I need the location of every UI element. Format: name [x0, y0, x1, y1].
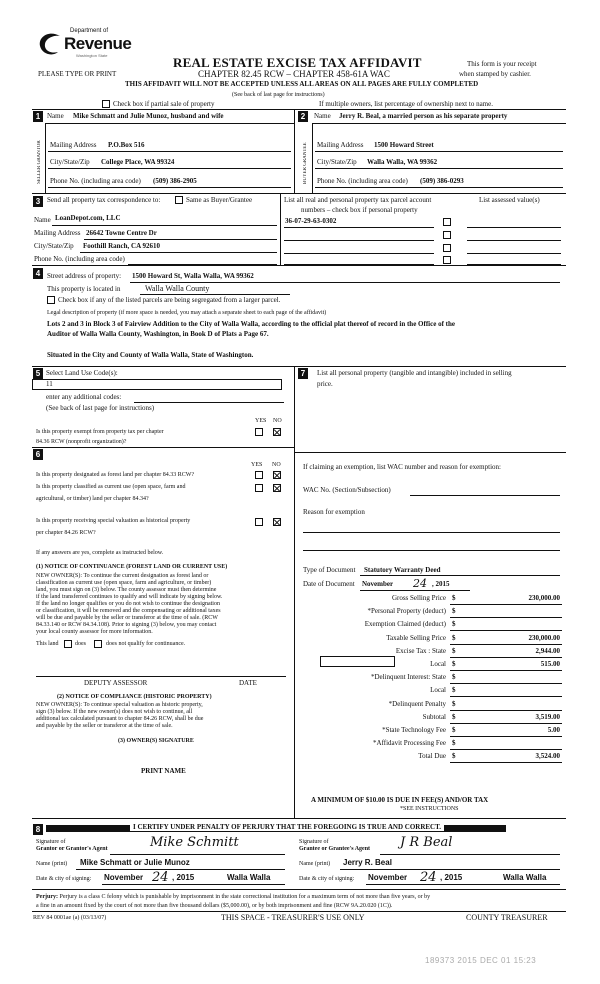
same-as-buyer-label: Same as Buyer/Grantee	[186, 196, 253, 204]
tax-address-label: Mailing Address	[34, 229, 81, 237]
document-date-month[interactable]: November	[362, 580, 394, 588]
calc-row-currency: $	[452, 752, 456, 760]
calc-row-currency: $	[452, 647, 456, 655]
personal-property-label-2: price.	[317, 380, 333, 388]
calc-row-underline	[450, 762, 562, 763]
calc-row-underline	[450, 710, 562, 711]
exemption-label: If claiming an exemption, list WAC number and reason for exemption:	[303, 463, 501, 471]
document-date-label: Date of Document	[303, 580, 355, 588]
buyer-phone-label: Phone No. (including area code)	[317, 177, 408, 185]
partial-sale-checkbox[interactable]	[102, 100, 110, 108]
parcel-3-personal-checkbox[interactable]	[443, 244, 451, 252]
street-address-value[interactable]: 1500 Howard St, Walla Walla, WA 99362	[132, 272, 254, 280]
deputy-date-label: DATE	[239, 679, 257, 687]
tax-correspondence-label: Send all property tax correspondence to:	[47, 196, 161, 204]
parcel-number-1[interactable]: 36-07-29-63-0302	[285, 217, 337, 225]
document-type-value[interactable]: Statutory Warranty Deed	[364, 566, 441, 574]
calc-row-value[interactable]: 3,519.00	[535, 713, 560, 721]
section6-no-header: NO	[272, 462, 281, 468]
buyer-name-value[interactable]: Jerry R. Beal, a married person as his separate property	[339, 112, 508, 120]
parcel-1-personal-checkbox[interactable]	[443, 218, 451, 226]
owner-signature-label: (3) OWNER(S) SIGNATURE	[118, 738, 194, 744]
historic-yes-checkbox[interactable]	[255, 518, 263, 526]
land-use-code-input[interactable]	[32, 379, 282, 390]
notice-continuance-line7: will be due and payable by the seller or transferor at the time of sale. (RCW	[36, 615, 218, 621]
calc-row-currency: $	[452, 607, 456, 615]
grantor-sign-day[interactable]: 24	[152, 870, 169, 885]
tax-city-value[interactable]: Foothill Ranch, CA 92610	[83, 242, 161, 250]
exempt-yes-checkbox[interactable]	[255, 428, 263, 436]
seller-address-label: Mailing Address	[50, 141, 97, 149]
section6-yes-header: YES	[251, 462, 263, 468]
buyer-side-label: BUYER GRANTEE	[303, 142, 308, 184]
segregated-label: Check box if any of the listed parcels are being segregated from a larger parcel.	[58, 296, 281, 304]
forest-yes-checkbox[interactable]	[255, 471, 263, 479]
logo-swoosh-icon	[36, 30, 66, 60]
parcel-list-header-1: List all real and personal property tax parcel account	[284, 196, 432, 204]
tax-phone-label: Phone No. (including area code)	[34, 255, 125, 263]
calc-row-underline	[450, 696, 562, 697]
section-1-marker: 1	[33, 111, 43, 122]
notice-compliance-line1: NEW OWNER(S): To continue special valuation as historic property,	[36, 702, 203, 708]
seller-name-value[interactable]: Mike Schmatt and Julie Munoz, husband and wife	[73, 112, 224, 120]
notice-continuance-line5: If the land no longer qualifies or you do not wish to continue the designation	[36, 601, 220, 607]
parcel-2-personal-checkbox[interactable]	[443, 231, 451, 239]
multiple-owners-note: If multiple owners, list percentage of ownership next to name.	[319, 100, 493, 108]
county-value[interactable]: Walla Walla County	[145, 284, 210, 293]
certify-statement: I CERTIFY UNDER PENALTY OF PERJURY THAT THE FOREGOING IS TRUE AND CORRECT.	[130, 824, 444, 831]
logo-department-text: Department of	[70, 28, 109, 34]
section5-yes-header: YES	[255, 418, 267, 424]
receipt-note-line1: This form is your receipt	[467, 60, 537, 68]
additional-codes-label: enter any additional codes:	[46, 393, 122, 401]
land-does-checkbox[interactable]	[64, 640, 72, 648]
grantee-date-city-label: Date & city of signing:	[299, 876, 355, 882]
calc-row-underline	[450, 630, 562, 631]
calc-row-currency: $	[452, 686, 456, 694]
legal-description-label: Legal description of property (if more space is needed, you may attach a separate sheet to each page of the affidavit)	[47, 310, 327, 316]
seller-city-value[interactable]: College Place, WA 99324	[101, 158, 175, 166]
partial-sale-label: Check box if partial sale of property	[113, 100, 215, 108]
seller-phone-label: Phone No. (including area code)	[50, 177, 141, 185]
parcel-4-personal-checkbox[interactable]	[443, 256, 451, 264]
print-name-label: PRINT NAME	[141, 767, 186, 775]
calc-row-underline	[450, 683, 562, 684]
calc-row-label: *State Technology Fee	[382, 726, 446, 734]
buyer-address-label: Mailing Address	[317, 141, 364, 149]
section-8-marker: 8	[33, 824, 43, 835]
instructions-note: (See back of last page for instructions)	[232, 92, 325, 98]
document-date-year[interactable]: , 2015	[432, 580, 450, 588]
notice-continuance-title: (1) NOTICE OF CONTINUANCE (FOREST LAND OR CURRENT USE)	[36, 564, 228, 570]
section-4-marker: 4	[33, 268, 43, 279]
assessed-value-header: List assessed value(s)	[479, 196, 540, 204]
perjury-line2: a fine in an amount fixed by the court of not more than five thousand dollars ($5,000.00), or by both imprisonment and fine (RCW 9A.20.020 (1C)).	[36, 903, 393, 909]
calc-row-label: Excise Tax : State	[395, 647, 446, 655]
calc-row-value[interactable]: 515.00	[540, 660, 560, 668]
segregated-checkbox[interactable]	[47, 296, 55, 304]
section-2-marker: 2	[298, 111, 308, 122]
logo-state-text: Washington State	[76, 53, 108, 58]
notice-continuance-line2: classification as current use (open space, farm and agriculture, or timber)	[36, 580, 212, 586]
receipt-note-line2: when stamped by cashier.	[459, 70, 531, 78]
tax-city-label: City/State/Zip	[34, 242, 74, 250]
form-title: REAL ESTATE EXCISE TAX AFFIDAVIT	[173, 55, 422, 70]
grantor-signature-label-2: Grantor or Grantor's Agent	[36, 846, 108, 852]
calc-row-currency: $	[452, 620, 456, 628]
land-does-label: does	[75, 641, 86, 647]
calc-row-underline	[450, 617, 562, 618]
this-land-label: This land	[36, 641, 59, 647]
personal-property-label-1: List all personal property (tangible and intangible) included in selling	[317, 369, 512, 377]
land-use-label: Select Land Use Code(s):	[46, 369, 118, 377]
grantee-sign-month[interactable]: November	[368, 873, 408, 882]
calc-row-currency: $	[452, 660, 456, 668]
street-address-label: Street address of property:	[47, 272, 122, 280]
calc-row-label: *Delinquent Interest: State	[370, 673, 446, 681]
historic-question-line2: per chapter 84.26 RCW?	[36, 530, 96, 536]
buyer-phone-value[interactable]: (509) 386-0293	[420, 177, 464, 185]
notice-continuance-line8: 84.33.140 or RCW 84.34.108). Prior to signing (3) below, you may contact	[36, 622, 217, 628]
calc-row-value[interactable]: 3,524.00	[535, 752, 560, 760]
exempt-question-line2: 84.36 RCW (nonprofit organization)?	[36, 439, 127, 445]
land-does-not-checkbox[interactable]	[94, 640, 102, 648]
seller-city-label: City/State/Zip	[50, 158, 90, 166]
land-does-not-label: does not qualify for continuance.	[106, 641, 186, 647]
calc-row-currency: $	[452, 726, 456, 734]
section-6-marker: 6	[33, 449, 43, 460]
calc-row-label: Subtotal	[422, 713, 446, 721]
grantee-sign-year[interactable]: , 2015	[440, 873, 463, 882]
calc-row-currency: $	[452, 634, 456, 642]
exempt-no-checkbox[interactable]	[273, 428, 281, 436]
notice-continuance-line1: NEW OWNER(S): To continue the current designation as forest land or	[36, 573, 209, 579]
historic-no-checkbox[interactable]	[273, 518, 281, 526]
buyer-name-label: Name	[314, 112, 331, 120]
calc-row-label: *Affidavit Processing Fee	[373, 739, 446, 747]
forest-land-question: Is this property designated as forest land per chapter 84.33 RCW?	[36, 472, 195, 478]
buyer-address-value[interactable]: 1500 Howard Street	[374, 141, 434, 149]
grantor-date-city-label: Date & city of signing:	[36, 876, 92, 882]
perjury-text-1: Perjury is a class C felony which is punishable by imprisonment in the state correctional institution for a maximum term of not more than five years, or by	[59, 894, 431, 900]
grantee-signature[interactable]: J R Beal	[400, 835, 453, 850]
parcel-list-header-2: numbers – check box if personal property	[301, 206, 418, 214]
current-use-yes-checkbox[interactable]	[255, 484, 263, 492]
calc-row-label: Exemption Claimed (deduct)	[364, 620, 446, 628]
perjury-line1	[36, 894, 430, 900]
calc-row-underline	[450, 670, 562, 671]
buyer-city-value[interactable]: Walla Walla, WA 99362	[367, 158, 438, 166]
calc-row-label: *Delinquent Penalty	[388, 700, 446, 708]
grantor-name-print-label: Name (print)	[36, 861, 68, 867]
notice-compliance-line4: and payable by the seller or transferor at the time of sale.	[36, 723, 173, 729]
grantee-name-print-label: Name (print)	[299, 861, 331, 867]
grantor-name-print-value[interactable]: Mike Schmatt or Julie Munoz	[80, 858, 190, 867]
wac-label: WAC No. (Section/Subsection)	[303, 486, 391, 494]
seller-side-label: SELLER GRANTOR	[37, 140, 42, 184]
calc-row-underline	[450, 723, 562, 724]
land-use-instructions: (See back of last page for instructions)	[46, 404, 155, 412]
located-in-label: This property is located in	[47, 285, 121, 293]
local-rate-box[interactable]	[320, 656, 395, 667]
seller-phone-value[interactable]: (509) 386-2905	[153, 177, 197, 185]
legal-description-line3[interactable]: Situated in the City and County of Walla Walla, State of Washington.	[47, 351, 254, 359]
tax-address-value[interactable]: 26642 Towne Centre Dr	[86, 229, 157, 237]
notice-continuance-line9: your local county assessor for more information.	[36, 629, 153, 635]
form-id: REV 84 0001ae (a) (03/13/07)	[33, 915, 107, 921]
calc-row-underline	[450, 749, 562, 750]
seller-name-label: Name	[47, 112, 64, 120]
calc-row-value[interactable]: 230,000.00	[528, 634, 560, 642]
section5-no-header: NO	[273, 418, 282, 424]
calc-row-currency: $	[452, 673, 456, 681]
tax-name-value[interactable]: LoanDepot.com, LLC	[55, 214, 121, 222]
buyer-city-label: City/State/Zip	[317, 158, 357, 166]
calc-row-currency: $	[452, 739, 456, 747]
deputy-assessor-label: DEPUTY ASSESSOR	[84, 679, 148, 687]
same-as-buyer-checkbox[interactable]	[175, 196, 183, 204]
seller-address-value[interactable]: P.O.Box 516	[108, 141, 145, 149]
current-use-no-checkbox[interactable]	[273, 484, 281, 492]
calc-row-label: Taxable Selling Price	[386, 634, 446, 642]
grantee-sign-day[interactable]: 24	[420, 870, 437, 885]
calc-row-currency: $	[452, 594, 456, 602]
grantee-name-print-value[interactable]: Jerry R. Beal	[343, 858, 392, 867]
current-use-question-line1: Is this property classified as current use (open space, farm and	[36, 484, 186, 490]
grantor-signature[interactable]: Mike Schmitt	[150, 835, 239, 850]
grantee-signature-label-2: Grantee or Grantee's Agent	[299, 846, 371, 852]
forest-no-checkbox[interactable]	[273, 471, 281, 479]
recording-stamp: 189373 2015 DEC 01 15:23	[425, 956, 537, 965]
grantor-sign-city[interactable]: Walla Walla	[227, 873, 271, 882]
section-3-marker: 3	[33, 196, 43, 207]
exemption-reason-label: Reason for exemption	[303, 508, 365, 516]
section-5-marker: 5	[33, 368, 43, 379]
grantee-signature-label-1: Signature of	[299, 839, 329, 845]
calc-row-currency: $	[452, 700, 456, 708]
minimum-fee-note: A MINIMUM OF $10.00 IS DUE IN FEE(S) AND/OR TAX	[311, 796, 489, 804]
grantor-sign-year[interactable]: , 2015	[172, 873, 195, 882]
section-7-marker: 7	[298, 368, 308, 379]
perjury-label: Perjury:	[36, 894, 58, 900]
notice-continuance-line4: if the land transferred continues to qualify and will indicate by signing below.	[36, 594, 223, 600]
exempt-question-line1: Is this property exempt from property tax per chapter	[36, 429, 164, 435]
notice-continuance-line3: land, you must sign on (3) below. The county assessor must then determine	[36, 587, 217, 593]
calc-row-value[interactable]: 2,944.00	[535, 647, 560, 655]
legal-description-line1[interactable]: Lots 2 and 3 in Block 3 of Fairview Addition to the City of Walla Walla, according to the official plat thereof of record in the Office of the	[47, 320, 455, 328]
chapter-reference: CHAPTER 82.45 RCW – CHAPTER 458-61A WAC	[198, 69, 390, 79]
county-treasurer-label: COUNTY TREASURER	[466, 913, 548, 922]
if-yes-instruction: If any answers are yes, complete as instructed below.	[36, 550, 164, 556]
grantor-signature-label-1: Signature of	[36, 839, 66, 845]
document-type-label: Type of Document	[303, 566, 356, 574]
completion-warning: THIS AFFIDAVIT WILL NOT BE ACCEPTED UNLESS ALL AREAS ON ALL PAGES ARE FULLY COMPLETED	[125, 80, 479, 88]
calc-row-label: Local	[430, 660, 446, 668]
calc-row-label: *Personal Property (deduct)	[367, 607, 446, 615]
calc-row-underline	[450, 604, 562, 605]
legal-description-line2[interactable]: Auditor of Walla Walla County, Washington, in Book D of Plats a Page 67.	[47, 330, 269, 338]
grantor-sign-month[interactable]: November	[104, 873, 144, 882]
notice-continuance-line6: or classification, it will be removed and the compensating or additional taxes	[36, 608, 221, 614]
land-use-code-value: 11	[46, 380, 53, 388]
treasurer-space-label: THIS SPACE - TREASURER'S USE ONLY	[221, 913, 365, 922]
notice-compliance-line3: additional tax calculated pursuant to chapter 84.26 RCW, shall be due	[36, 716, 204, 722]
calc-row-label: Gross Selling Price	[391, 594, 446, 602]
calc-row-label: Local	[430, 686, 446, 694]
calc-row-underline	[450, 644, 562, 645]
logo-revenue-text: Revenue	[64, 34, 132, 53]
document-date-day[interactable]: 24	[413, 577, 427, 590]
calc-row-value[interactable]: 230,000.00	[528, 594, 560, 602]
calc-row-label: Total Due	[418, 752, 446, 760]
historic-question-line1: Is this property receiving special valuation as historical property	[36, 518, 191, 524]
see-instructions-note: *SEE INSTRUCTIONS	[400, 806, 459, 812]
calc-row-value[interactable]: 5.00	[547, 726, 560, 734]
tax-name-label: Name	[34, 216, 51, 224]
calc-row-currency: $	[452, 713, 456, 721]
calc-row-underline	[450, 657, 562, 658]
notice-compliance-title: (2) NOTICE OF COMPLIANCE (HISTORIC PROPERTY)	[57, 694, 212, 700]
current-use-question-line2: agricultural, or timber) land per chapter 84.34?	[36, 496, 149, 502]
notice-compliance-line2: sign (3) below. If the new owner(s) does not wish to continue, all	[36, 709, 193, 715]
calc-row-underline	[450, 736, 562, 737]
grantee-sign-city[interactable]: Walla Walla	[503, 873, 547, 882]
please-type-label: PLEASE TYPE OR PRINT	[38, 70, 117, 78]
department-logo	[36, 26, 132, 68]
